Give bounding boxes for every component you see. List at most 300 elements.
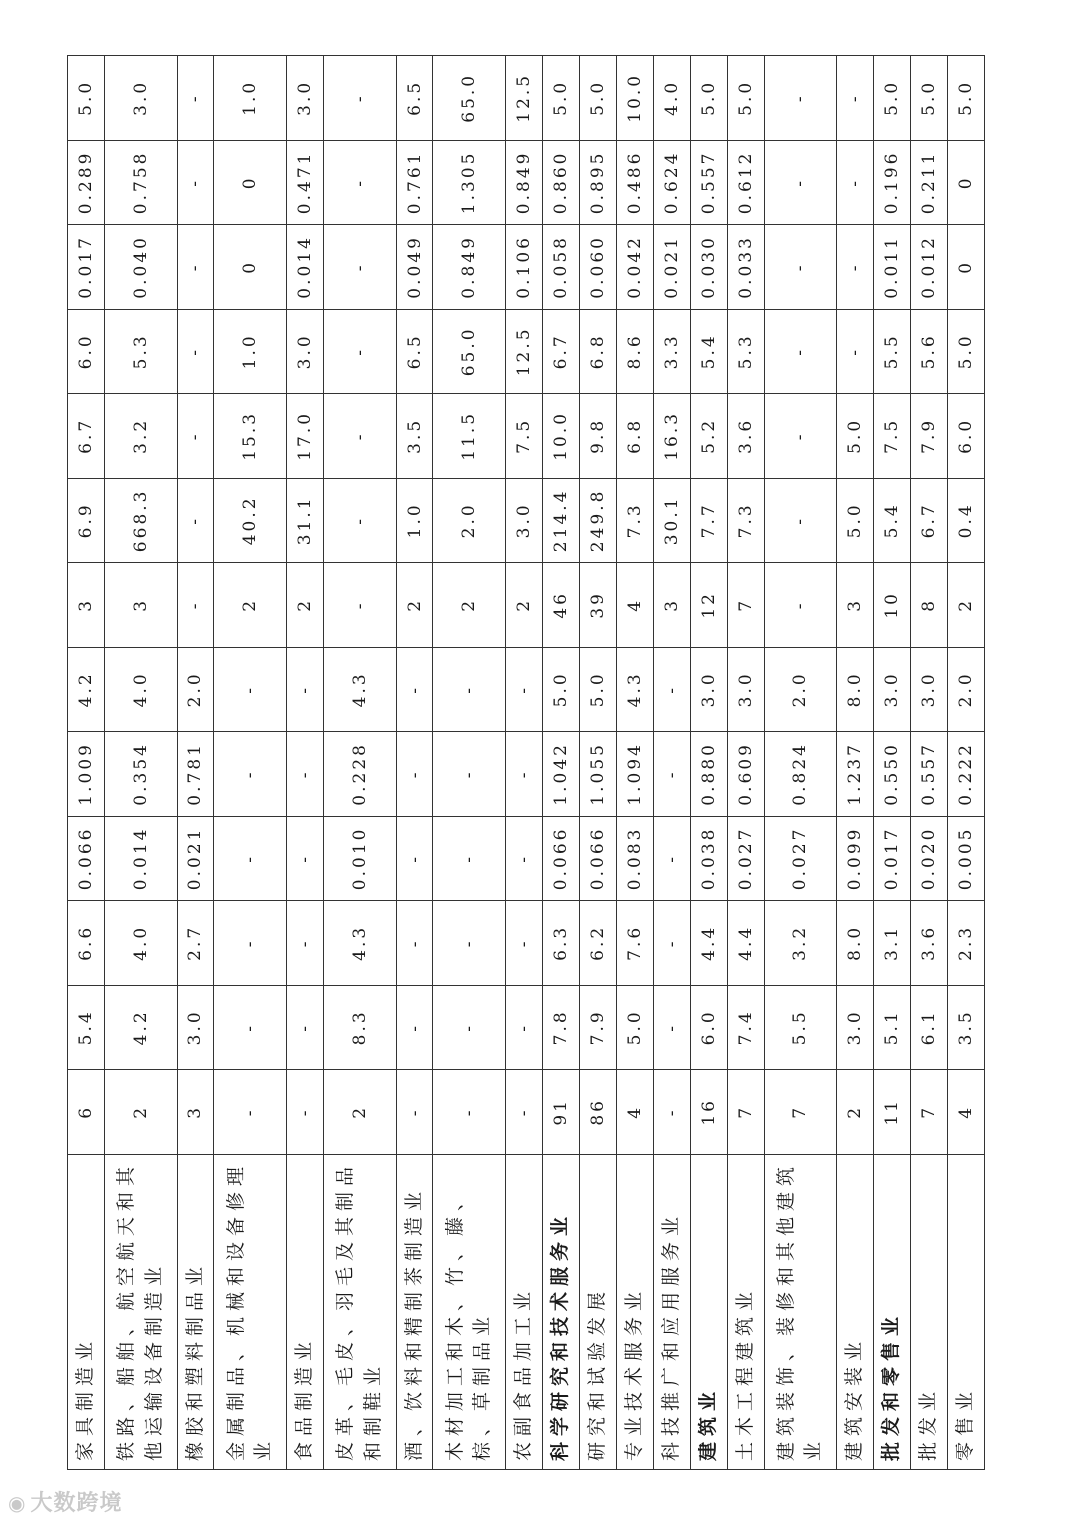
value-cell: 0.042 — [616, 225, 653, 310]
value-cell: - — [433, 985, 506, 1070]
value-cell: 4 — [948, 1070, 985, 1155]
value-cell: 5.0 — [690, 56, 727, 141]
watermark — [8, 1486, 122, 1517]
value-cell: 6.3 — [543, 901, 580, 986]
value-cell: 91 — [543, 1070, 580, 1155]
table-row — [653, 56, 690, 1470]
value-cell: 3.0 — [727, 647, 764, 732]
table-row — [323, 56, 396, 1470]
industry-name-cell: 金属制品、机械和设备修理业 — [214, 1154, 287, 1469]
value-cell: 7 — [727, 563, 764, 648]
value-cell: 0.609 — [727, 732, 764, 817]
value-cell: 0.011 — [874, 225, 911, 310]
value-cell: 1.009 — [68, 732, 105, 817]
value-cell: 2 — [948, 563, 985, 648]
value-cell: 0.038 — [690, 816, 727, 901]
value-cell: 7 — [911, 1070, 948, 1155]
value-cell: 5.0 — [948, 56, 985, 141]
value-cell: 5.0 — [543, 647, 580, 732]
table-row — [764, 56, 837, 1470]
value-cell: 3 — [837, 563, 874, 648]
industry-name-cell: 皮革、毛皮、羽毛及其制品和制鞋业 — [323, 1154, 396, 1469]
value-cell: 46 — [543, 563, 580, 648]
value-cell: - — [323, 394, 396, 479]
value-cell: 0.880 — [690, 732, 727, 817]
value-cell: - — [837, 56, 874, 141]
value-cell: 5.0 — [874, 56, 911, 141]
value-cell: - — [764, 56, 837, 141]
value-cell: 0.612 — [727, 140, 764, 225]
value-cell: 7.5 — [874, 394, 911, 479]
value-cell: - — [287, 985, 324, 1070]
value-cell: 0.557 — [911, 732, 948, 817]
value-cell: - — [396, 647, 433, 732]
value-cell: 5.2 — [690, 394, 727, 479]
value-cell: - — [433, 1070, 506, 1155]
value-cell: - — [764, 309, 837, 394]
table-row — [396, 56, 433, 1470]
value-cell: 4.0 — [653, 56, 690, 141]
value-cell: 9.8 — [579, 394, 616, 479]
value-cell: - — [214, 732, 287, 817]
value-cell: - — [506, 816, 543, 901]
industry-data-table — [67, 55, 985, 1470]
value-cell: 6.0 — [690, 985, 727, 1070]
value-cell: 7.3 — [616, 478, 653, 563]
table-row — [104, 56, 177, 1470]
value-cell: 3.6 — [911, 901, 948, 986]
industry-name-cell: 木材加工和木、竹、藤、棕、草制品业 — [433, 1154, 506, 1469]
value-cell: - — [653, 985, 690, 1070]
value-cell: 1.0 — [396, 478, 433, 563]
value-cell: 3.0 — [911, 647, 948, 732]
value-cell: 10.0 — [543, 394, 580, 479]
table-row — [616, 56, 653, 1470]
value-cell: 6.9 — [68, 478, 105, 563]
value-cell: 0.012 — [911, 225, 948, 310]
value-cell: 4.4 — [727, 901, 764, 986]
value-cell: - — [287, 647, 324, 732]
value-cell: 3.0 — [287, 56, 324, 141]
table-row — [68, 56, 105, 1470]
value-cell: - — [764, 563, 837, 648]
value-cell: 5.0 — [837, 478, 874, 563]
value-cell: 0.058 — [543, 225, 580, 310]
value-cell: - — [214, 816, 287, 901]
value-cell: - — [653, 901, 690, 986]
value-cell: 5.0 — [543, 56, 580, 141]
value-cell: 7 — [764, 1070, 837, 1155]
value-cell: - — [506, 1070, 543, 1155]
value-cell: - — [764, 140, 837, 225]
table-row — [690, 56, 727, 1470]
value-cell: 1.0 — [214, 56, 287, 141]
weibo-logo-icon: ◉ — [8, 1491, 27, 1515]
rotated-table-page — [67, 55, 985, 1470]
value-cell: 6.6 — [68, 901, 105, 986]
value-cell: 0.049 — [396, 225, 433, 310]
table-row — [506, 56, 543, 1470]
value-cell: - — [764, 478, 837, 563]
industry-name-cell: 食品制造业 — [287, 1154, 324, 1469]
table-row — [874, 56, 911, 1470]
industry-name-cell: 研究和试验发展 — [579, 1154, 616, 1469]
value-cell: 3.5 — [948, 985, 985, 1070]
value-cell: - — [323, 309, 396, 394]
value-cell: 2 — [323, 1070, 396, 1155]
table-row — [214, 56, 287, 1470]
value-cell: 0.781 — [177, 732, 214, 817]
value-cell: 0.021 — [653, 225, 690, 310]
value-cell: - — [433, 816, 506, 901]
value-cell: 2.7 — [177, 901, 214, 986]
value-cell: 11 — [874, 1070, 911, 1155]
value-cell: - — [287, 732, 324, 817]
value-cell: 0.017 — [874, 816, 911, 901]
industry-name-cell: 批发和零售业 — [874, 1154, 911, 1469]
value-cell: - — [214, 985, 287, 1070]
value-cell: 2.0 — [177, 647, 214, 732]
value-cell: 5.3 — [727, 309, 764, 394]
value-cell: 8.6 — [616, 309, 653, 394]
value-cell: - — [214, 647, 287, 732]
value-cell: 5.0 — [837, 394, 874, 479]
value-cell: - — [177, 56, 214, 141]
value-cell: - — [177, 394, 214, 479]
value-cell: 39 — [579, 563, 616, 648]
value-cell: 30.1 — [653, 478, 690, 563]
value-cell: 0.196 — [874, 140, 911, 225]
value-cell: - — [506, 985, 543, 1070]
value-cell: 4.2 — [104, 985, 177, 1070]
value-cell: 1.305 — [433, 140, 506, 225]
industry-name-cell: 零售业 — [948, 1154, 985, 1469]
value-cell: 668.3 — [104, 478, 177, 563]
value-cell: 0.824 — [764, 732, 837, 817]
value-cell: 65.0 — [433, 56, 506, 141]
value-cell: - — [653, 647, 690, 732]
value-cell: 5.6 — [911, 309, 948, 394]
value-cell: 5.0 — [579, 56, 616, 141]
value-cell: - — [837, 309, 874, 394]
value-cell: 5.0 — [68, 56, 105, 141]
value-cell: 4.2 — [68, 647, 105, 732]
value-cell: 5.4 — [68, 985, 105, 1070]
value-cell: 5.0 — [727, 56, 764, 141]
value-cell: 6.8 — [616, 394, 653, 479]
value-cell: 6.7 — [68, 394, 105, 479]
value-cell: 3.0 — [104, 56, 177, 141]
value-cell: 2 — [214, 563, 287, 648]
value-cell: - — [396, 901, 433, 986]
value-cell: 7.7 — [690, 478, 727, 563]
value-cell: 0.550 — [874, 732, 911, 817]
table-row — [948, 56, 985, 1470]
value-cell: 1.042 — [543, 732, 580, 817]
value-cell: 0.289 — [68, 140, 105, 225]
value-cell: 0.033 — [727, 225, 764, 310]
value-cell: 2 — [104, 1070, 177, 1155]
value-cell: - — [177, 309, 214, 394]
value-cell: 6.2 — [579, 901, 616, 986]
value-cell: - — [764, 394, 837, 479]
value-cell: 0.014 — [287, 225, 324, 310]
industry-name-cell: 铁路、船舶、航空航天和其他运输设备制造业 — [104, 1154, 177, 1469]
value-cell: 12.5 — [506, 56, 543, 141]
industry-name-cell: 科学研究和技术服务业 — [543, 1154, 580, 1469]
value-cell: 4.4 — [690, 901, 727, 986]
value-cell: - — [506, 732, 543, 817]
value-cell: 0.761 — [396, 140, 433, 225]
value-cell: - — [287, 901, 324, 986]
value-cell: 2 — [287, 563, 324, 648]
value-cell: 3.0 — [690, 647, 727, 732]
value-cell: 3.0 — [874, 647, 911, 732]
value-cell: 0.027 — [727, 816, 764, 901]
value-cell: - — [433, 732, 506, 817]
value-cell: 16 — [690, 1070, 727, 1155]
value-cell: 40.2 — [214, 478, 287, 563]
value-cell: 3.0 — [506, 478, 543, 563]
value-cell: 4 — [616, 563, 653, 648]
value-cell: 0.030 — [690, 225, 727, 310]
value-cell: 6.8 — [579, 309, 616, 394]
value-cell: - — [177, 140, 214, 225]
value-cell: 7.8 — [543, 985, 580, 1070]
value-cell: 8 — [911, 563, 948, 648]
industry-name-cell: 科技推广和应用服务业 — [653, 1154, 690, 1469]
value-cell: 0.849 — [506, 140, 543, 225]
value-cell: - — [396, 985, 433, 1070]
table-row — [177, 56, 214, 1470]
value-cell: 0.066 — [68, 816, 105, 901]
value-cell: 3.2 — [104, 394, 177, 479]
value-cell: 3.0 — [837, 985, 874, 1070]
industry-name-cell: 建筑业 — [690, 1154, 727, 1469]
value-cell: - — [396, 816, 433, 901]
value-cell: - — [287, 1070, 324, 1155]
value-cell: - — [177, 563, 214, 648]
value-cell: 5.4 — [874, 478, 911, 563]
value-cell: 6.5 — [396, 309, 433, 394]
value-cell: 5.0 — [579, 647, 616, 732]
value-cell: 3.5 — [396, 394, 433, 479]
value-cell: - — [433, 901, 506, 986]
value-cell: 3 — [104, 563, 177, 648]
value-cell: - — [214, 1070, 287, 1155]
value-cell: 3.3 — [653, 309, 690, 394]
value-cell: - — [323, 563, 396, 648]
value-cell: 5.0 — [948, 309, 985, 394]
industry-name-cell: 农副食品加工业 — [506, 1154, 543, 1469]
value-cell: 0.010 — [323, 816, 396, 901]
value-cell: 31.1 — [287, 478, 324, 563]
table-row — [543, 56, 580, 1470]
value-cell: 0.040 — [104, 225, 177, 310]
value-cell: 2 — [433, 563, 506, 648]
table-row — [727, 56, 764, 1470]
value-cell: - — [177, 478, 214, 563]
value-cell: 3.0 — [287, 309, 324, 394]
value-cell: 16.3 — [653, 394, 690, 479]
value-cell: 3.6 — [727, 394, 764, 479]
value-cell: 0.228 — [323, 732, 396, 817]
table-row — [579, 56, 616, 1470]
value-cell: 0.060 — [579, 225, 616, 310]
value-cell: - — [506, 647, 543, 732]
value-cell: - — [396, 1070, 433, 1155]
value-cell: 6.0 — [68, 309, 105, 394]
value-cell: 2 — [506, 563, 543, 648]
value-cell: - — [323, 56, 396, 141]
table-row — [287, 56, 324, 1470]
value-cell: 2.0 — [764, 647, 837, 732]
value-cell: 6.5 — [396, 56, 433, 141]
value-cell: 0.4 — [948, 478, 985, 563]
value-cell: 5.5 — [874, 309, 911, 394]
value-cell: 86 — [579, 1070, 616, 1155]
value-cell: 4.0 — [104, 647, 177, 732]
value-cell: - — [506, 901, 543, 986]
value-cell: - — [287, 816, 324, 901]
table-row — [433, 56, 506, 1470]
value-cell: 0.017 — [68, 225, 105, 310]
value-cell: - — [323, 225, 396, 310]
value-cell: 15.3 — [214, 394, 287, 479]
value-cell: 0 — [948, 225, 985, 310]
value-cell: - — [653, 816, 690, 901]
industry-name-cell: 建筑装饰、装修和其他建筑业 — [764, 1154, 837, 1469]
value-cell: 214.4 — [543, 478, 580, 563]
value-cell: 0.557 — [690, 140, 727, 225]
value-cell: 17.0 — [287, 394, 324, 479]
industry-name-cell: 酒、饮料和精制茶制造业 — [396, 1154, 433, 1469]
value-cell: 0.849 — [433, 225, 506, 310]
value-cell: 0.020 — [911, 816, 948, 901]
watermark-text: 大数跨境 — [30, 1491, 123, 1516]
value-cell: 3.2 — [764, 901, 837, 986]
value-cell: 7.6 — [616, 901, 653, 986]
table-row — [837, 56, 874, 1470]
value-cell: 3 — [68, 563, 105, 648]
value-cell: 0 — [214, 140, 287, 225]
value-cell: 3.0 — [177, 985, 214, 1070]
value-cell: 7.4 — [727, 985, 764, 1070]
value-cell: 5.5 — [764, 985, 837, 1070]
value-cell: 10.0 — [616, 56, 653, 141]
value-cell: 1.0 — [214, 309, 287, 394]
value-cell: 0.005 — [948, 816, 985, 901]
value-cell: 0.624 — [653, 140, 690, 225]
value-cell: 0.106 — [506, 225, 543, 310]
industry-name-cell: 专业技术服务业 — [616, 1154, 653, 1469]
value-cell: 6.7 — [543, 309, 580, 394]
value-cell: - — [837, 225, 874, 310]
value-cell: 1.094 — [616, 732, 653, 817]
value-cell: - — [177, 225, 214, 310]
industry-name-cell: 批发业 — [911, 1154, 948, 1469]
value-cell: 3.1 — [874, 901, 911, 986]
value-cell: 0.211 — [911, 140, 948, 225]
value-cell: - — [214, 901, 287, 986]
industry-name-cell: 家具制造业 — [68, 1154, 105, 1469]
value-cell: 7.9 — [911, 394, 948, 479]
value-cell: 0.021 — [177, 816, 214, 901]
value-cell: 1.055 — [579, 732, 616, 817]
value-cell: 5.0 — [911, 56, 948, 141]
value-cell: 8.3 — [323, 985, 396, 1070]
value-cell: 0 — [214, 225, 287, 310]
value-cell: 2.0 — [948, 647, 985, 732]
value-cell: 4.3 — [616, 647, 653, 732]
value-cell: 0.486 — [616, 140, 653, 225]
value-cell: 0.895 — [579, 140, 616, 225]
value-cell: - — [323, 478, 396, 563]
value-cell: 249.8 — [579, 478, 616, 563]
value-cell: 3 — [653, 563, 690, 648]
value-cell: - — [396, 732, 433, 817]
value-cell: 12.5 — [506, 309, 543, 394]
value-cell: 5.1 — [874, 985, 911, 1070]
industry-name-cell: 橡胶和塑料制品业 — [177, 1154, 214, 1469]
value-cell: 0.066 — [579, 816, 616, 901]
value-cell: 4.0 — [104, 901, 177, 986]
value-cell: 5.0 — [616, 985, 653, 1070]
value-cell: 0.471 — [287, 140, 324, 225]
value-cell: 0.758 — [104, 140, 177, 225]
value-cell: 0.027 — [764, 816, 837, 901]
value-cell: - — [653, 732, 690, 817]
value-cell: 2.3 — [948, 901, 985, 986]
value-cell: 0.066 — [543, 816, 580, 901]
value-cell: 0.083 — [616, 816, 653, 901]
value-cell: 6.7 — [911, 478, 948, 563]
value-cell: 0.014 — [104, 816, 177, 901]
value-cell: 5.4 — [690, 309, 727, 394]
value-cell: 2 — [396, 563, 433, 648]
value-cell: 6.1 — [911, 985, 948, 1070]
value-cell: 65.0 — [433, 309, 506, 394]
value-cell: 12 — [690, 563, 727, 648]
value-cell: - — [764, 225, 837, 310]
value-cell: 7.3 — [727, 478, 764, 563]
value-cell: 0.222 — [948, 732, 985, 817]
value-cell: 2 — [837, 1070, 874, 1155]
value-cell: 6 — [68, 1070, 105, 1155]
industry-name-cell: 土木工程建筑业 — [727, 1154, 764, 1469]
value-cell: 8.0 — [837, 901, 874, 986]
value-cell: 7.9 — [579, 985, 616, 1070]
value-cell: - — [433, 647, 506, 732]
value-cell: 4 — [616, 1070, 653, 1155]
table-row — [911, 56, 948, 1470]
value-cell: 0 — [948, 140, 985, 225]
value-cell: 2.0 — [433, 478, 506, 563]
value-cell: 5.3 — [104, 309, 177, 394]
value-cell: 0.354 — [104, 732, 177, 817]
value-cell: 7 — [727, 1070, 764, 1155]
industry-name-cell: 建筑安装业 — [837, 1154, 874, 1469]
value-cell: - — [323, 140, 396, 225]
value-cell: 3 — [177, 1070, 214, 1155]
value-cell: 1.237 — [837, 732, 874, 817]
value-cell: 10 — [874, 563, 911, 648]
value-cell: 8.0 — [837, 647, 874, 732]
value-cell: 6.0 — [948, 394, 985, 479]
table-body — [68, 56, 985, 1470]
value-cell: 4.3 — [323, 647, 396, 732]
value-cell: - — [653, 1070, 690, 1155]
